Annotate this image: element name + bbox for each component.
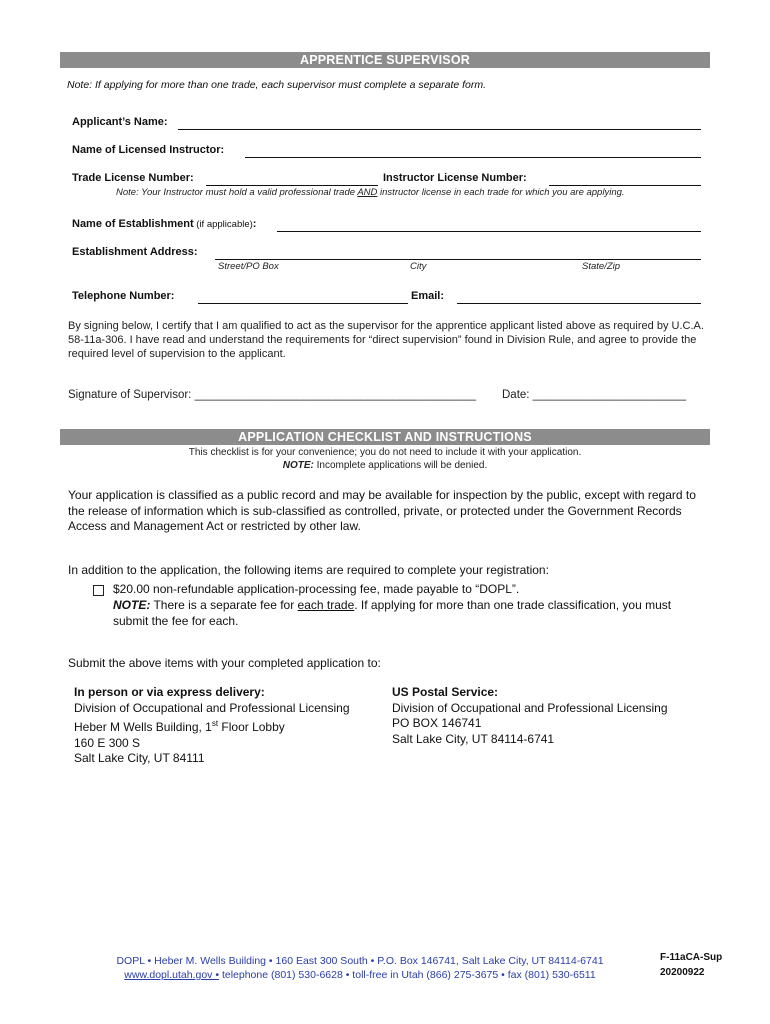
address-field[interactable] bbox=[215, 259, 701, 260]
fee-note bbox=[113, 598, 705, 629]
in-person-line2-sup: st bbox=[211, 719, 219, 728]
address-in-person bbox=[74, 685, 374, 767]
telephone-field[interactable] bbox=[198, 303, 408, 304]
required-intro: In addition to the application, the following items are required to complete your registration: bbox=[68, 563, 549, 577]
form-date: 20200922 bbox=[660, 967, 705, 978]
in-person-title: In person or via express delivery: bbox=[74, 685, 265, 699]
submit-intro: Submit the above items with your completed application to: bbox=[68, 656, 381, 670]
postal-title: US Postal Service: bbox=[392, 685, 499, 699]
establishment-hint: (if applicable) bbox=[193, 219, 253, 230]
in-person-line4: Salt Lake City, UT 84111 bbox=[74, 751, 205, 765]
fee-checkbox[interactable] bbox=[93, 585, 104, 596]
postal-line1: Division of Occupational and Professional Licensing bbox=[392, 700, 668, 715]
dopl-website-link[interactable]: www.dopl.utah.gov • bbox=[124, 969, 220, 981]
telephone-label: Telephone Number: bbox=[72, 290, 175, 302]
email-field[interactable] bbox=[457, 303, 701, 304]
footer-contact bbox=[80, 969, 640, 981]
signature-label[interactable]: Signature of Supervisor: ____________________________________________ bbox=[68, 389, 476, 401]
license-note-post: instructor license in each trade for which you are applying. bbox=[377, 187, 625, 198]
section-header-checklist: APPLICATION CHECKLIST AND INSTRUCTIONS bbox=[60, 429, 710, 445]
email-label: Email: bbox=[411, 290, 445, 302]
address-street-hint: Street/PO Box bbox=[218, 261, 279, 272]
instructor-name-label: Name of Licensed Instructor: bbox=[72, 144, 225, 156]
footer-address: DOPL • Heber M. Wells Building • 160 East 300 South • P.O. Box 146741, Salt Lake City, UT 84114-6741 bbox=[116, 955, 604, 967]
footer-contact-rest: telephone (801) 530-6628 • toll-free in Utah (866) 275-3675 • fax (801) 530-6511 bbox=[219, 969, 596, 981]
in-person-line1: Division of Occupational and Professional Licensing bbox=[74, 700, 350, 715]
address-postal bbox=[392, 685, 712, 747]
in-person-line2-pre: Heber M Wells Building, 1 bbox=[74, 720, 212, 734]
in-person-line2 bbox=[74, 716, 374, 736]
date-label[interactable]: Date: ________________________ bbox=[502, 389, 687, 401]
instructor-name-field[interactable] bbox=[245, 157, 701, 158]
address-state-hint: State/Zip bbox=[582, 261, 621, 272]
license-note bbox=[116, 187, 625, 198]
address-city-hint: City bbox=[410, 261, 427, 272]
section-header-supervisor: APPRENTICE SUPERVISOR bbox=[60, 52, 710, 68]
license-note-pre: Note: Your Instructor must hold a valid professional trade bbox=[116, 187, 358, 198]
trade-license-field[interactable] bbox=[206, 185, 378, 186]
form-id: F-11aCA-Sup bbox=[660, 952, 723, 963]
trade-license-label: Trade License Number: bbox=[72, 172, 194, 184]
applicant-name-label: Applicant’s Name: bbox=[72, 116, 168, 128]
license-note-and: AND bbox=[357, 187, 378, 198]
postal-line3: Salt Lake City, UT 84114-6741 bbox=[392, 731, 555, 746]
fee-note-pre: There is a separate fee for bbox=[150, 598, 298, 612]
establishment-label bbox=[72, 218, 256, 230]
fee-note-underline: each trade bbox=[297, 598, 355, 612]
checklist-note-text: Incomplete applications will be denied. bbox=[313, 460, 488, 471]
establishment-colon: : bbox=[252, 218, 257, 230]
address-label: Establishment Address: bbox=[72, 246, 198, 258]
fee-note-bold: NOTE: bbox=[113, 598, 151, 612]
establishment-field[interactable] bbox=[277, 231, 701, 232]
postal-line2: PO BOX 146741 bbox=[392, 716, 482, 730]
establishment-label-text: Name of Establishment bbox=[72, 218, 194, 230]
checklist-note bbox=[60, 460, 710, 471]
in-person-line3: 160 E 300 S bbox=[74, 735, 141, 750]
instructor-license-label: Instructor License Number: bbox=[383, 172, 527, 184]
fee-note-post: . If applying for more than one trade classification, you must submit the fee for each. bbox=[113, 598, 672, 628]
applicant-name-field[interactable] bbox=[178, 129, 701, 130]
supervisor-note: Note: If applying for more than one trade, each supervisor must complete a separate form. bbox=[67, 79, 487, 91]
checklist-convenience: This checklist is for your convenience; you do not need to include it with your application. bbox=[188, 447, 582, 458]
certify-paragraph: By signing below, I certify that I am qualified to act as the supervisor for the apprentice applicant listed above as required by U.C.A. 58-11a-306. I have read and understand the requirements for “direct supervision” found in Division Rule, and agree to provide the required level of supervision to the applicant. bbox=[68, 320, 704, 360]
fee-item: $20.00 non-refundable application-processing fee, made payable to “DOPL”. bbox=[113, 582, 520, 596]
instructor-license-field[interactable] bbox=[549, 185, 701, 186]
public-record-paragraph: Your application is classified as a public record and may be available for inspection by the public, except with regard to the release of information which is sub-classified as controlled, private, or protected under the Government Records Access and Management Act or restricted by other law. bbox=[68, 488, 696, 533]
in-person-line2-post: Floor Lobby bbox=[218, 720, 285, 734]
checklist-note-bold: NOTE: bbox=[282, 460, 314, 471]
